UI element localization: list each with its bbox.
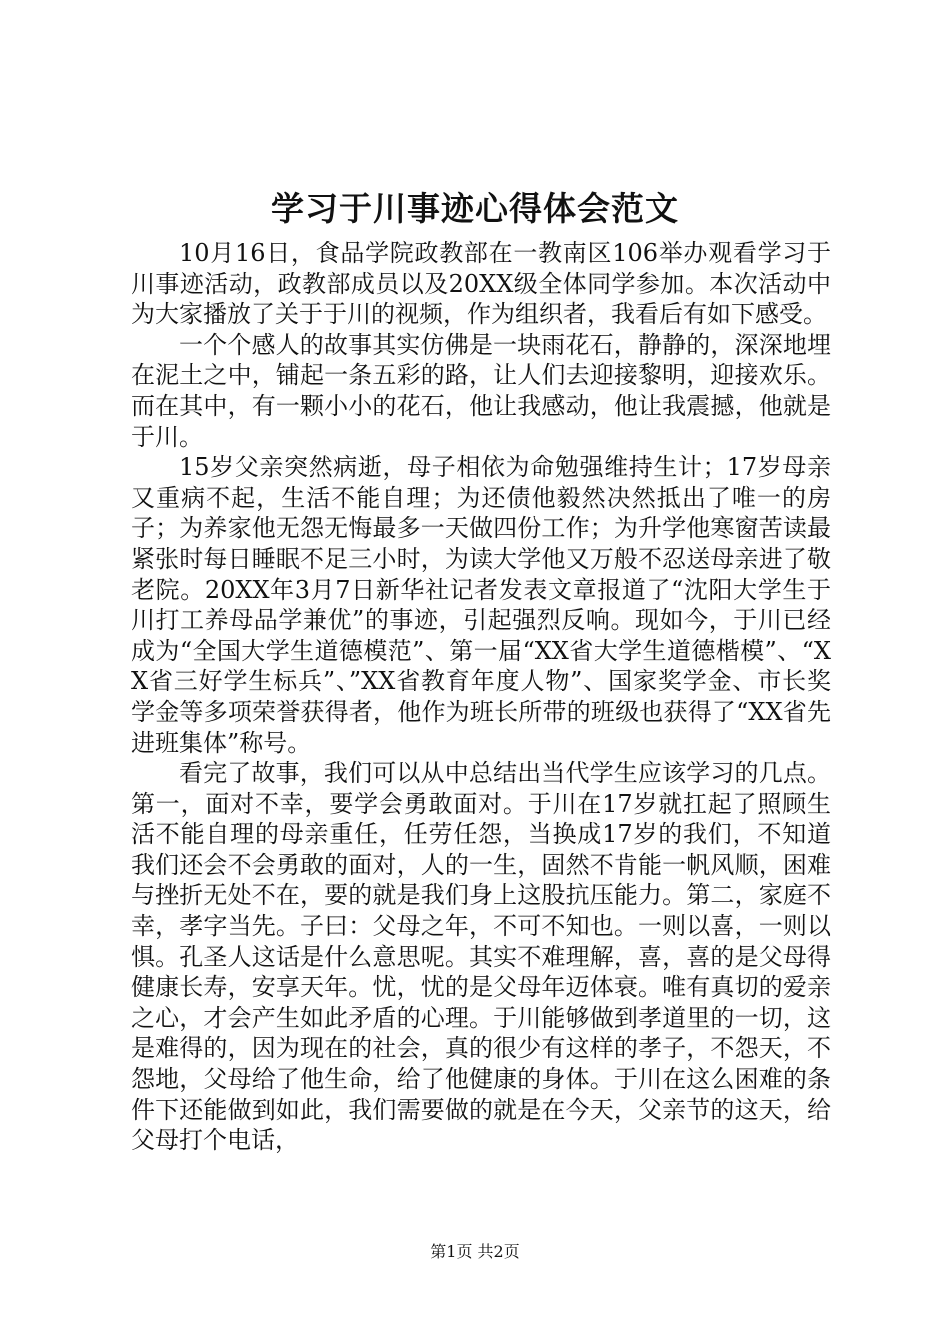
paragraph-1: 10月16日，食品学院政教部在一教南区106举办观看学习于川事迹活动，政教部成员以及20XX级全体同学参加。本次活动中为大家播放了关于于川的视频，作为组织者，我看后有如下感受。 [131, 239, 831, 329]
document-body [131, 238, 831, 1156]
paragraph-2: 一个个感人的故事其实仿佛是一块雨花石，静静的，深深地埋在泥土之中，铺起一条五彩的路，让人们去迎接黎明，迎接欢乐。而在其中，有一颗小小的花石，他让我感动，他让我震撼，他就是于川。 [131, 330, 831, 451]
paragraph-4: 看完了故事，我们可以从中总结出当代学生应该学习的几点。第一，面对不幸，要学会勇敢面对。于川在17岁就扛起了照顾生活不能自理的母亲重任，任劳任怨，当换成17岁的我们，不知道我们还会不会勇敢的面对，人的一生，固然不肯能一帆风顺，困难与挫折无处不在，要的就是我们身上这股抗压能力。第二，家庭不幸，孝字当先。子曰：父母之年，不可不知也。一则以喜，一则以惧。孔圣人这话是什么意思呢。其实不难理解，喜，喜的是父母得健康长寿，安享天年。忧，忧的是父母年迈体衰。唯有真切的爱亲之心，才会产生如此矛盾的心理。于川能够做到孝道里的一切，这是难得的，因为现在的社会，真的很少有这样的孝子，不怨天，不怨地，父母给了他生命，给了他健康的身体。于川在这么困难的条件下还能做到如此，我们需要做的就是在今天，父亲节的这天，给父母打个电话， [131, 759, 831, 1155]
page-number-footer: 第1页 共2页 [430, 1242, 520, 1261]
paragraph-3: 15岁父亲突然病逝，母子相依为命勉强维持生计；17岁母亲又重病不起，生活不能自理；为还债他毅然决然抵出了唯一的房子；为养家他无怨无悔最多一天做四份工作；为升学他寒窗苦读最紧张时每日睡眠不足三小时，为读大学他又万般不忍送母亲进了敬老院。20XX年3月7日新华社记者发表文章报道了“沈阳大学生于川打工养母品学兼优”的事迹，引起强烈反响。现如今，于川已经成为“全国大学生道德模范”、第一届“XX省大学生道德楷模”、“XX省三好学生标兵”、”XX省教育年度人物”、国家奖学金、市长奖学金等多项荣誉获得者，他作为班长所带的班级也获得了“XX省先进班集体”称号。 [131, 453, 831, 757]
document-title: 学习于川事迹心得体会范文 [271, 189, 679, 228]
